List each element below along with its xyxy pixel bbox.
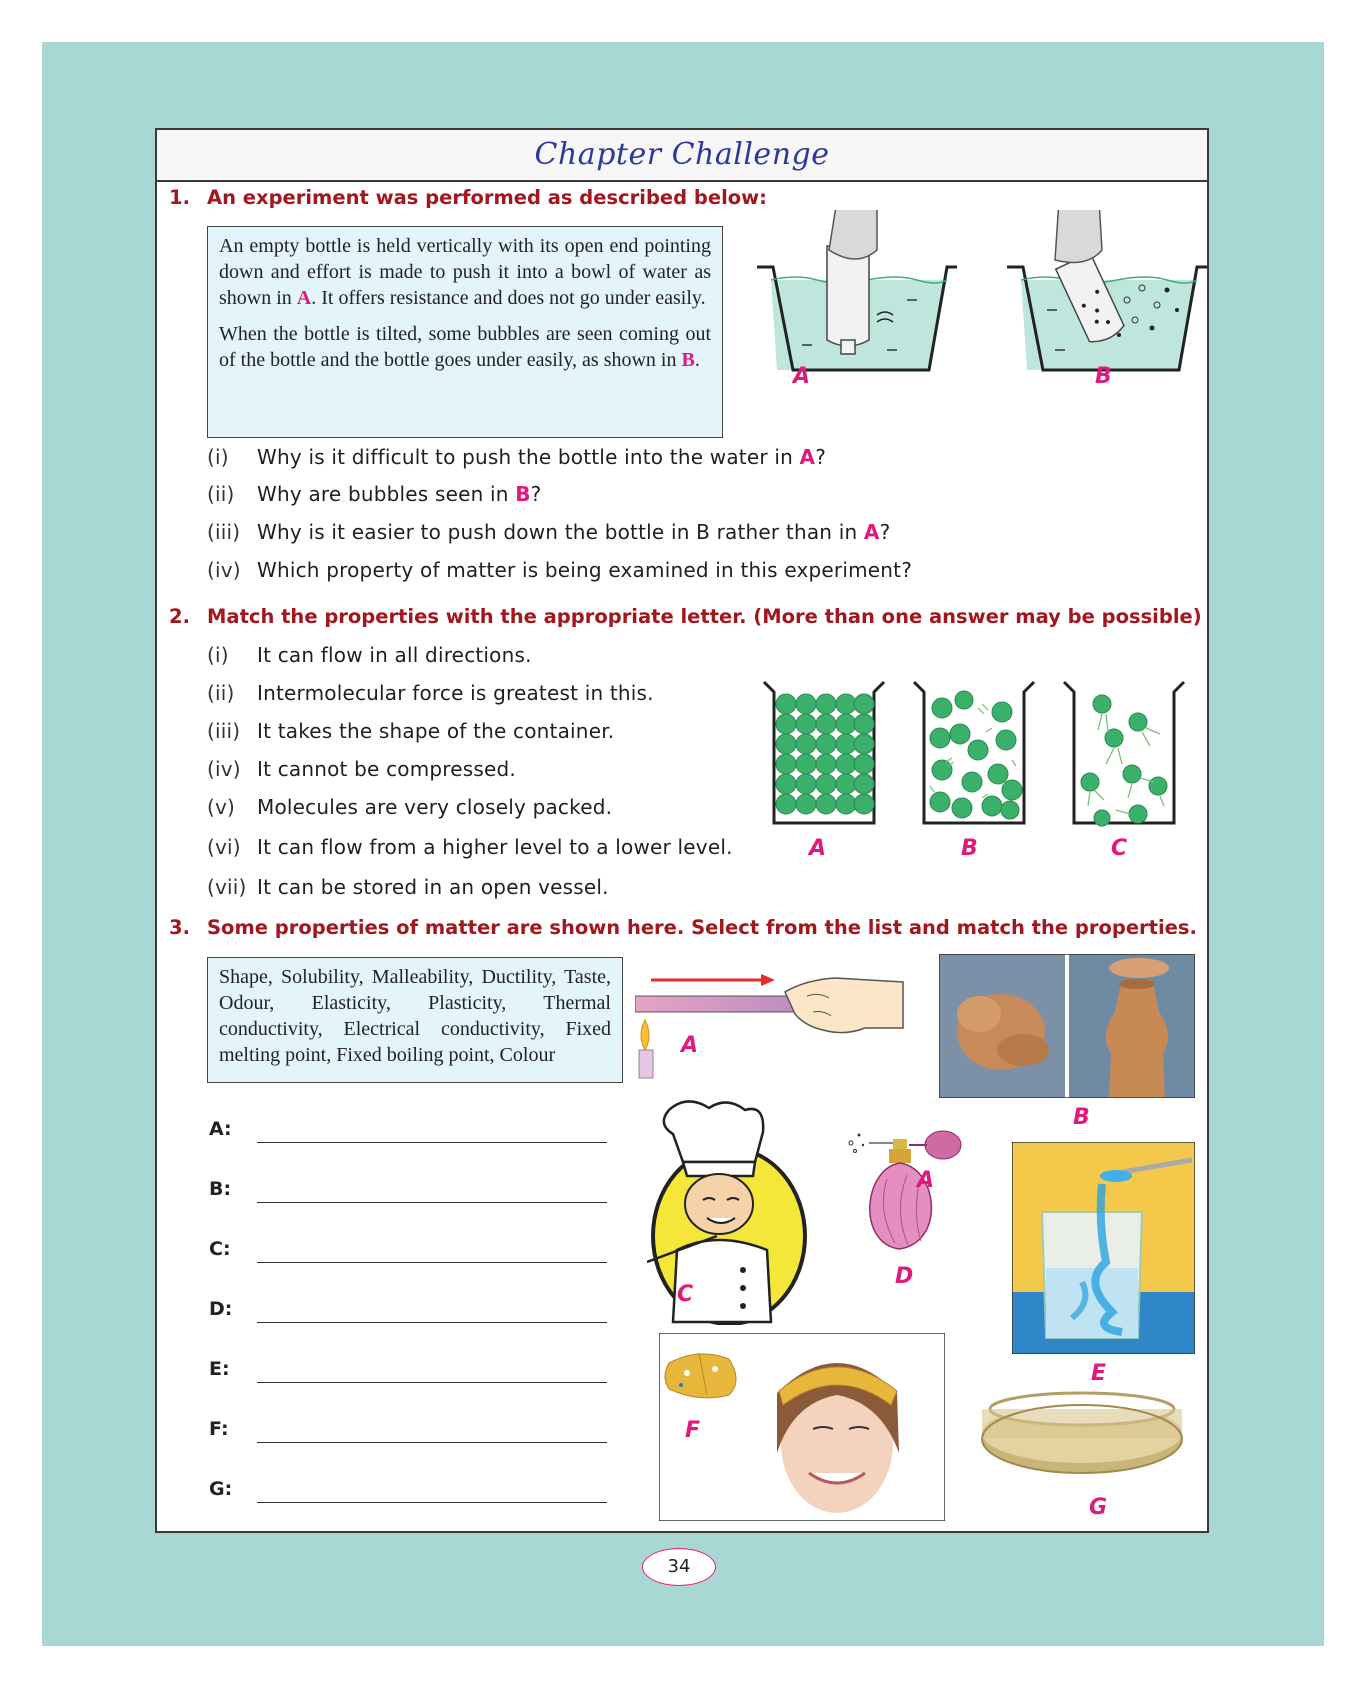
question-2-heading	[169, 605, 1202, 628]
q1-sub-1	[207, 445, 826, 469]
answer-label-b: B:	[209, 1178, 232, 1200]
question-3-heading	[169, 916, 1197, 939]
answer-line-g[interactable]	[257, 1502, 607, 1503]
figure-3d-label: D	[895, 1264, 914, 1289]
figure-3g-label: G	[1089, 1495, 1108, 1520]
sub-text: It cannot be compressed.	[257, 757, 516, 781]
highlight: B	[515, 482, 531, 506]
text: An empty bottle is held vertically with its open end pointing down and effort is made to push it into a bowl of water as shown in	[219, 235, 711, 309]
question-1-heading	[169, 186, 767, 209]
q2-sub-3	[207, 719, 614, 743]
q1-sub-3	[207, 520, 890, 544]
roman-numeral: (vii)	[207, 875, 247, 899]
question-number: 1.	[169, 186, 190, 209]
answer-line-a[interactable]	[257, 1142, 607, 1143]
container-b-label: B	[961, 836, 978, 861]
sub-text: It can flow in all directions.	[257, 643, 532, 667]
roman-numeral: (iv)	[207, 558, 241, 582]
sub-text: Why is it easier to push down the bottle in B rather than in	[257, 520, 864, 544]
roman-numeral: (v)	[207, 795, 236, 819]
answer-line-c[interactable]	[257, 1262, 607, 1263]
container-a-label: A	[809, 836, 827, 861]
q1-sub-4	[207, 558, 912, 582]
sub-text: It can flow from a higher level to a lower level.	[257, 835, 733, 859]
answer-line-e[interactable]	[257, 1382, 607, 1383]
container-c-label: C	[1111, 836, 1128, 861]
answer-line-b[interactable]	[257, 1202, 607, 1203]
sub-end: ?	[530, 482, 542, 506]
pottery-photo	[939, 954, 1195, 1098]
figure-a-label: A	[793, 364, 811, 389]
roman-numeral: (iii)	[207, 719, 241, 743]
roman-numeral: (i)	[207, 445, 229, 469]
properties-list-box	[207, 957, 623, 1083]
sub-text: It can be stored in an open vessel.	[257, 875, 609, 899]
sub-text: Molecules are very closely packed.	[257, 795, 613, 819]
text: .	[694, 349, 700, 371]
question-number: 2.	[169, 605, 190, 628]
answer-label-d: D:	[209, 1298, 233, 1320]
chef-figure	[647, 1100, 817, 1325]
headband-photo	[659, 1333, 945, 1521]
properties-list: Shape, Solubility, Malleability, Ductility, Taste, Odour, Elasticity, Plasticity, Thermal conductivity, Electrical conductivity, Fixed melting point, Fixed boiling point, Colour	[219, 966, 611, 1066]
sub-text: Intermolecular force is greatest in this.	[257, 681, 654, 705]
container-liquid	[912, 678, 1042, 828]
figure-3c-label: C	[677, 1282, 694, 1307]
q2-sub-2	[207, 681, 654, 705]
highlight: B	[681, 349, 695, 371]
roman-numeral: (iv)	[207, 757, 241, 781]
q2-sub-4	[207, 757, 516, 781]
q2-sub-5	[207, 795, 612, 819]
figure-3a-label: A	[681, 1033, 699, 1058]
sub-end: ?	[879, 520, 891, 544]
question-number: 3.	[169, 916, 190, 939]
figure-3e-label: E	[1091, 1361, 1107, 1386]
q2-sub-6	[207, 835, 733, 859]
figure-3d-extra-label: A	[917, 1168, 935, 1193]
roman-numeral: (i)	[207, 643, 229, 667]
highlight: A	[799, 445, 816, 469]
answer-line-f[interactable]	[257, 1442, 607, 1443]
description-paragraph-1	[219, 233, 711, 311]
answer-label-a: A:	[209, 1118, 232, 1140]
question-text: Match the properties with the appropriate letter. (More than one answer may be possible)	[207, 605, 1202, 628]
roman-numeral: (ii)	[207, 482, 235, 506]
container-gas	[1062, 678, 1192, 828]
roman-numeral: (iii)	[207, 520, 241, 544]
sub-text: It takes the shape of the container.	[257, 719, 615, 743]
description-paragraph-2	[219, 321, 711, 373]
question-text: Some properties of matter are shown here. Select from the list and match the properties.	[207, 916, 1197, 939]
bowl-figure-b	[1007, 210, 1207, 385]
bangle-figure	[972, 1383, 1192, 1483]
highlight: A	[863, 520, 880, 544]
answer-label-e: E:	[209, 1358, 230, 1380]
q2-sub-7	[207, 875, 609, 899]
question-text: An experiment was performed as described below:	[207, 186, 767, 209]
container-solid	[762, 678, 892, 828]
answer-label-c: C:	[209, 1238, 231, 1260]
title-bar	[157, 130, 1207, 182]
q2-sub-1	[207, 643, 532, 667]
figure-b-label: B	[1095, 364, 1112, 389]
page-title: Chapter Challenge	[534, 137, 830, 172]
figure-3b-label: B	[1073, 1105, 1090, 1130]
text: When the bottle is tilted, some bubbles are seen coming out of the bottle and the bottle goes under easily, as shown in	[219, 323, 711, 371]
roman-numeral: (vi)	[207, 835, 241, 859]
highlight: A	[296, 287, 312, 309]
answer-label-g: G:	[209, 1478, 233, 1500]
sub-text: Which property of matter is being examined in this experiment?	[257, 558, 913, 582]
sub-text: Why are bubbles seen in	[257, 482, 516, 506]
beaker-dissolving-photo	[1012, 1142, 1195, 1354]
experiment-description-box	[207, 226, 723, 438]
sub-text: Why is it difficult to push the bottle into the water in	[257, 445, 800, 469]
text: . It offers resistance and does not go under easily.	[311, 287, 706, 309]
heated-rod-figure	[635, 950, 915, 1080]
answer-label-f: F:	[209, 1418, 229, 1440]
page-number: 34	[642, 1548, 716, 1586]
perfume-bottle-figure	[847, 1125, 977, 1255]
answer-line-d[interactable]	[257, 1322, 607, 1323]
q1-sub-2	[207, 482, 541, 506]
bowl-figure-a	[757, 210, 957, 385]
roman-numeral: (ii)	[207, 681, 235, 705]
figure-3f-label: F	[685, 1418, 701, 1443]
sub-end: ?	[815, 445, 827, 469]
worksheet-page	[155, 128, 1209, 1533]
